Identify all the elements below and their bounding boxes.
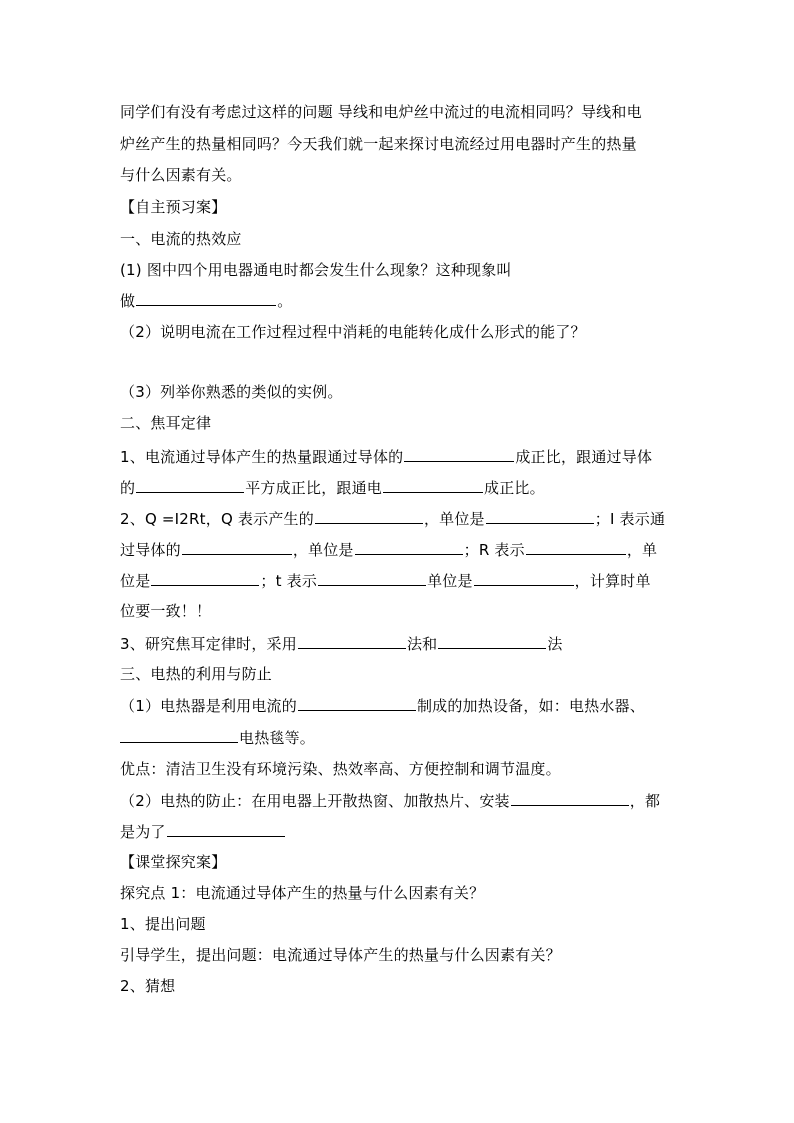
section-1-question-1-continued xyxy=(120,290,680,311)
answer-blank[interactable] xyxy=(151,570,259,586)
text-segment: 。 xyxy=(277,292,293,310)
answer-blank[interactable] xyxy=(486,508,594,524)
text-segment: 制成的加热设备，如：电热水器、 xyxy=(416,697,645,715)
section-2-item-3 xyxy=(120,633,680,654)
text-segment: ，单 xyxy=(626,541,658,559)
preview-heading: 【自主预习案】 xyxy=(120,198,227,216)
answer-blank[interactable] xyxy=(474,570,574,586)
section-2-item-2-line-4: 位要一致！！ xyxy=(120,602,212,620)
answer-blank[interactable] xyxy=(136,477,244,493)
text-segment: ，都 xyxy=(629,792,661,810)
text-segment: ；R 表示 xyxy=(463,541,525,559)
section-3-question-2-continued xyxy=(120,821,680,842)
section-2-item-2-line-2 xyxy=(120,539,680,560)
section-1-question-3: （3）列举你熟悉的类似的实例。 xyxy=(120,383,343,401)
text-segment: 位是 xyxy=(120,572,151,590)
text-segment: ，单位是 xyxy=(292,541,354,559)
section-1-title: 一、电流的热效应 xyxy=(120,230,242,248)
text-segment: 电热毯等。 xyxy=(239,729,316,747)
answer-blank[interactable] xyxy=(167,821,285,837)
classroom-step-1-text: 引导学生，提出问题：电流通过导体产生的热量与什么因素有关？ xyxy=(120,946,561,964)
text-segment: 成正比，跟通过导体 xyxy=(515,448,653,466)
answer-blank[interactable] xyxy=(511,790,629,806)
classroom-heading: 【课堂探究案】 xyxy=(120,853,227,871)
text-segment: 3、研究焦耳定律时，采用 xyxy=(120,635,297,653)
section-3-advantage: 优点：清洁卫生没有环境污染、热效率高、方便控制和调节温度。 xyxy=(120,760,561,778)
text-segment: ；t 表示 xyxy=(260,572,318,590)
section-3-question-2 xyxy=(120,790,680,811)
answer-blank[interactable] xyxy=(438,633,546,649)
answer-blank[interactable] xyxy=(383,477,483,493)
answer-blank[interactable] xyxy=(404,446,514,462)
classroom-point-1: 探究点 1：电流通过导体产生的热量与什么因素有关？ xyxy=(120,884,485,902)
classroom-step-2: 2、猜想 xyxy=(120,977,176,995)
section-1-question-2: （2）说明电流在工作过程过程中消耗的电能转化成什么形式的能了？ xyxy=(120,323,586,341)
text-segment: 的 xyxy=(120,479,136,497)
text-segment: 2、Q =I2Rt，Q 表示产生的 xyxy=(120,510,314,528)
answer-blank[interactable] xyxy=(526,539,626,555)
answer-blank[interactable] xyxy=(120,727,238,743)
section-2-item-1 xyxy=(120,446,680,467)
text-segment: 过导体的 xyxy=(120,541,181,559)
text-segment: 法和 xyxy=(406,635,438,653)
text-segment: 是为了 xyxy=(120,823,166,841)
answer-blank[interactable] xyxy=(298,633,406,649)
section-3-question-1-continued xyxy=(120,727,680,748)
intro-line-1: 同学们有没有考虑过这样的问题 导线和电炉丝中流过的电流相同吗？导线和电 xyxy=(120,103,642,121)
section-2-title: 二、焦耳定律 xyxy=(120,414,212,432)
classroom-step-1: 1、提出问题 xyxy=(120,915,206,933)
intro-line-3: 与什么因素有关。 xyxy=(120,166,242,184)
text-segment: ；I 表示通 xyxy=(594,510,666,528)
text-segment: 单位是 xyxy=(427,572,473,590)
section-3-title: 三、电热的利用与防止 xyxy=(120,665,273,683)
text-segment: 1、电流通过导体产生的热量跟通过导体的 xyxy=(120,448,404,466)
text-segment: 成正比。 xyxy=(484,479,545,497)
text-segment: ，计算时单 xyxy=(574,572,651,590)
section-2-item-2 xyxy=(120,508,680,529)
answer-blank[interactable] xyxy=(355,539,463,555)
answer-blank[interactable] xyxy=(136,290,276,306)
answer-blank[interactable] xyxy=(318,570,426,586)
text-segment: ，单位是 xyxy=(423,510,485,528)
answer-blank[interactable] xyxy=(182,539,292,555)
text-segment: 做 xyxy=(120,292,136,310)
answer-blank[interactable] xyxy=(315,508,423,524)
intro-line-2: 炉丝产生的热量相同吗？今天我们就一起来探讨电流经过用电器时产生的热量 xyxy=(120,135,637,153)
section-2-item-2-line-3 xyxy=(120,570,680,591)
text-segment: 平方成正比，跟通电 xyxy=(245,479,383,497)
text-segment: （1）电热器是利用电流的 xyxy=(120,697,297,715)
section-2-item-1-continued xyxy=(120,477,680,498)
section-3-question-1 xyxy=(120,695,680,716)
answer-blank[interactable] xyxy=(298,695,416,711)
text-segment: 法 xyxy=(547,635,563,653)
section-1-question-1: (1) 图中四个用电器通电时都会发生什么现象？这种现象叫 xyxy=(120,261,512,279)
text-segment: （2）电热的防止：在用电器上开散热窗、加散热片、安装 xyxy=(120,792,510,810)
